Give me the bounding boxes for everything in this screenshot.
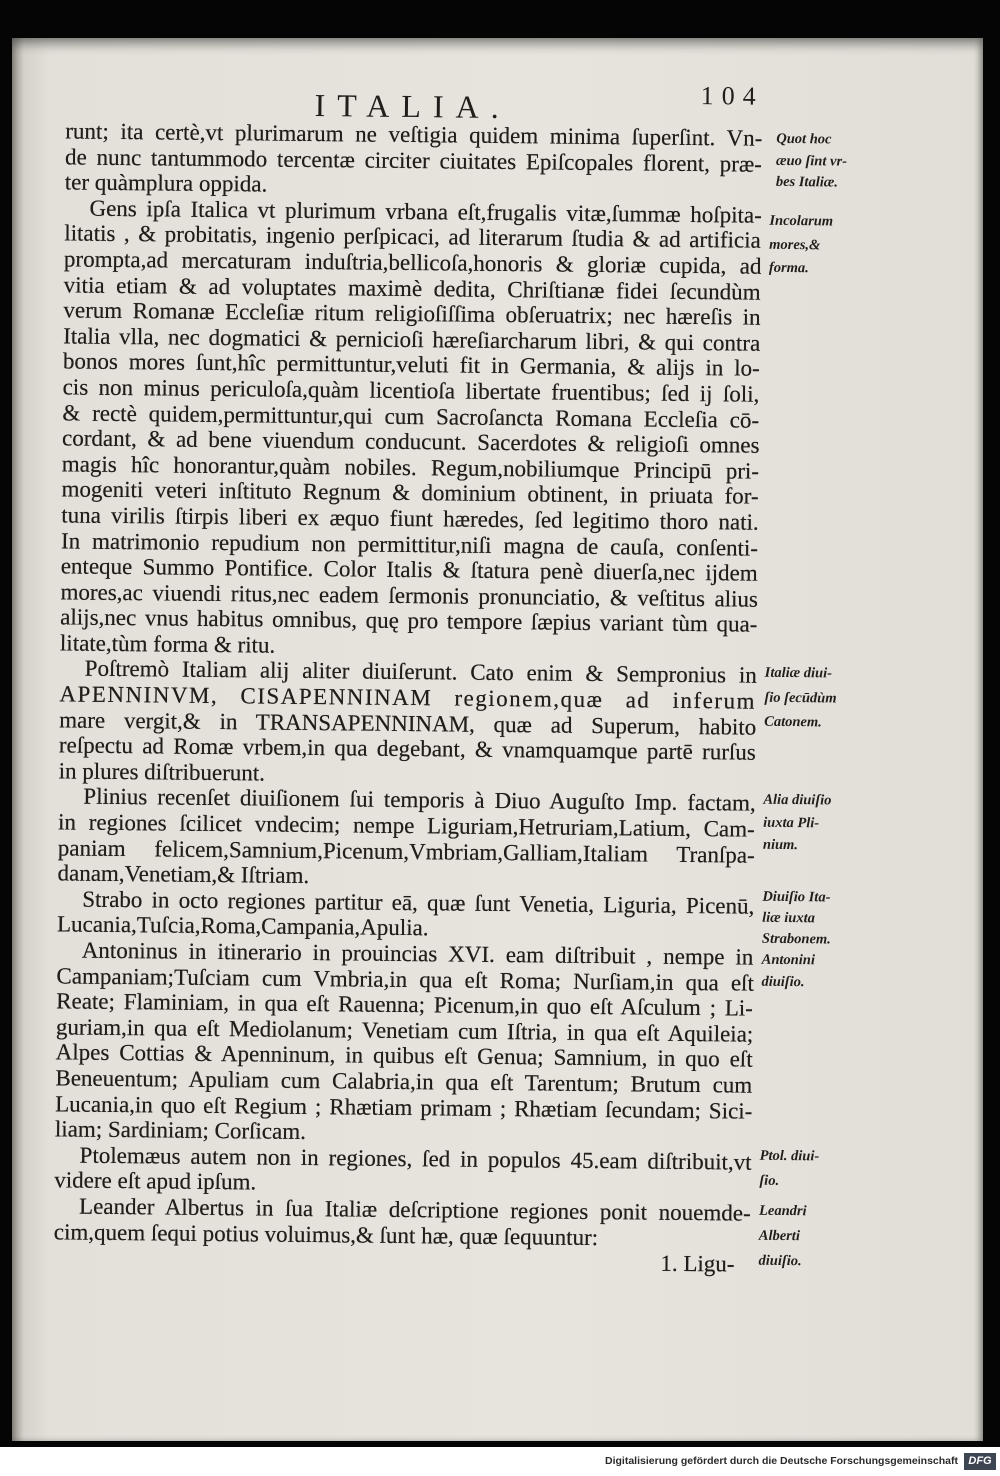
margin-note-line: ſio. <box>759 1172 780 1189</box>
text-line: videre eſt apud ipſum. <box>54 1167 257 1195</box>
text-line: reſpectu ad Romæ vrbem,in qua degebant, & vnamquamque partē rurſus <box>58 732 756 765</box>
text-line: Alpes Cottias & Apenninum, in quibus eſt Genua; Samnium, in quo eſt <box>55 1039 753 1073</box>
text-line: ter quàmplura oppida. <box>64 169 268 197</box>
margin-note-line: diuiſio. <box>761 973 805 991</box>
text-line: guriam,in qua eſt Mediolanum; Venetiam cum Iſtria, in qua eſt Aquileia; <box>55 1014 754 1047</box>
text-line: Lucania,in quo eſt Regium ; Rhætiam primam ; Rhætiam ſecundam; Sici- <box>55 1090 753 1124</box>
margin-note-line: Alberti <box>758 1227 800 1245</box>
catchword: 1. Ligu- <box>660 1250 735 1277</box>
margin-note-line: liæ iuxta <box>762 909 816 927</box>
margin-note-line: Alia diuiſio <box>763 791 832 809</box>
text-line: magis hîc honorantur,quàm nobiles. Regum,nobiliumque Principū pri- <box>61 451 760 484</box>
margin-note-line: Ptol. diui- <box>759 1147 820 1165</box>
margin-note-line: Strabonem. <box>761 930 831 948</box>
text-line: In matrimonio repudium non permittitur,niſi magna de cauſa, conſenti- <box>60 527 759 561</box>
margin-note-line: ſio ſecūdùm <box>764 689 837 707</box>
margin-note-line: diuiſio. <box>758 1252 802 1270</box>
text-line: tuna virilis ſtirpis liberi ex æquo fiunt hæredes, ſed legitimo thoro nati. <box>61 502 759 535</box>
text-line: de nunc tantummodo tercentæ circiter ciuitates Epiſcopales florent, præ- <box>64 144 763 177</box>
text-line: Leander Albertus in ſua Italiæ deſcriptione regiones ponit nouemde- <box>78 1193 751 1226</box>
text-line: & rectè quidem,permittuntur,qui cum Sacroſancta Romana Eccleſia cō- <box>62 399 760 433</box>
margin-note <box>759 1144 819 1195</box>
margin-note-line: Quot hoc <box>776 130 832 148</box>
text-line: Beneuentum; Apuliam cum Calabria,in qua eſt Tarentum; Brutum cum <box>55 1065 753 1098</box>
text-line: litate,tùm forma & ritu. <box>59 630 276 658</box>
margin-note-line: Leandri <box>759 1202 807 1220</box>
margin-note-line: iuxta Pli- <box>763 814 820 831</box>
text-line: Strabo in octo regiones partitur eā, quæ ſunt Venetia, Liguria, Picenū, <box>82 886 755 919</box>
text-line: paniam felicem,Samnium,Picenum,Vmbriam,Galliam,Italiam Tranſpa- <box>57 835 755 868</box>
margin-note <box>758 1199 806 1274</box>
margin-note-line: Catonem. <box>764 713 822 731</box>
funding-credit: Digitalisierung gefördert durch die Deutsche Forschungsgemeinschaft <box>605 1455 958 1467</box>
margin-note-line: forma. <box>768 259 809 277</box>
margin-note-line: æuo ſint vr- <box>776 152 848 170</box>
text-line: danam,Venetiam,& Iſtriam. <box>57 860 310 889</box>
margin-note <box>764 661 837 735</box>
text-line: runt; ita certè,vt plurimarum ne veſtigia quidem minima ſuperſint. Vn- <box>65 118 763 151</box>
text-line: vitia etiam & ad voluptates maximè dedita, Chriſtianæ fidei ſecundùm <box>63 271 761 305</box>
margin-note-line: Italiæ diui- <box>764 664 833 682</box>
text-line: enteque Summo Pontifice. Color Italis & ſtatura penè diuerſa,nec ijdem <box>60 553 758 586</box>
text-line: Campaniam;Tuſciam cum Vmbria,in qua eſt Roma; Nurſiam,in qua eſt <box>56 962 755 996</box>
text-line: APENNINVM, CISAPENNINAM regionem,quæ ad inferum <box>59 681 757 714</box>
margin-note <box>769 210 833 281</box>
margin-note-line: Incolarum <box>769 212 834 230</box>
margin-note <box>762 887 832 951</box>
margin-note <box>761 949 815 994</box>
running-head: ITALIA. <box>314 87 511 126</box>
text-line: cordant, & ad bene viuendum conducunt. Sacerdotes & religioſi omnes <box>62 425 760 458</box>
dfg-logo: DFG <box>964 1453 996 1470</box>
margin-note-line: nium. <box>762 836 799 854</box>
text-line: cim,quem ſequi potius voluimus,& ſunt hæ, quæ ſequuntur: <box>53 1218 599 1250</box>
main-text-block <box>53 118 762 1277</box>
text-line: Poſtremò Italiam alij aliter diuiſerunt. Cato enim & Sempronius in <box>84 656 757 689</box>
text-line: in plures diſtribuerunt. <box>58 758 266 786</box>
text-line: litatis , & probitatis, ingenio perſpicaci, ad literarum ſtudia & ad artificia <box>64 220 761 254</box>
margin-note-line: Diuiſio Ita- <box>762 888 831 906</box>
margin-note <box>763 789 832 857</box>
text-line: Italia vlla, nec dogmatici & pernicioſi hæreſiarcharum libri, & qui contra <box>63 323 761 356</box>
text-line: Ptolemæus autem non in regiones, ſed in populos 45.eam diſtribuit,vt <box>79 1142 752 1175</box>
text-line: mogeniti veteri inſtituto Regnum & dominium obtinent, in priuata for- <box>61 476 759 510</box>
text-line: mores,ac viuendi ritus,nec eadem ſermonis pronunciatio, & veſtitus alius <box>60 579 759 612</box>
margin-note <box>776 129 848 194</box>
page-number: 104 <box>700 81 764 111</box>
text-line: bonos mores ſunt,hîc permittuntur,veluti fit in Germania, & alijs in lo- <box>62 348 760 382</box>
margin-note-line: Antonini <box>761 951 815 969</box>
text-line: Antoninus in itinerario in prouincias XVI. eam diſtribuit , nempe in <box>81 937 754 970</box>
text-line: Lucania,Tuſcia,Roma,Campania,Apulia. <box>56 911 429 941</box>
footer-bar <box>0 1447 1000 1476</box>
text-line: Gens ipſa Italica vt plurimum vrbana eſt,frugalis vitæ,ſummæ hoſpita- <box>89 195 762 228</box>
text-line: cis non minus periculoſa,quàm licentioſa libertate fruentibus; ſed ij ſoli, <box>62 374 760 407</box>
text-line: liam; Sardiniam; Corſicam. <box>54 1116 307 1145</box>
text-line: Plinius recenſet diuiſionem ſui temporis à Diuo Auguſto Imp. factam, <box>83 784 756 817</box>
margin-note-line: bes Italiæ. <box>775 173 838 191</box>
text-line: alijs,nec vnus habitus omnibus, quę pro tempore ſæpius variant tùm qua- <box>60 604 758 637</box>
text-line: Reate; Flaminiam, in qua eſt Rauenna; Picenum,in quo eſt Aſculum ; Li- <box>56 988 754 1021</box>
text-line: mare vergit,& in TRANSAPENNINAM, quæ ad Superum, habito <box>59 707 757 740</box>
text-line: prompta,ad mercaturam induſtria,bellicoſa,honoris & gloriæ cupida, ad <box>63 246 762 279</box>
text-line: in regiones ſcilicet vndecim; nempe Liguriam,Hetruriam,Latium, Cam- <box>57 809 755 842</box>
page-content <box>34 65 877 1294</box>
margin-note-line: mores,& <box>769 236 821 253</box>
text-line: verum Romanæ Eccleſiæ ritum religioſiſſima obſeruatrix; nec hæreſis in <box>63 297 761 330</box>
